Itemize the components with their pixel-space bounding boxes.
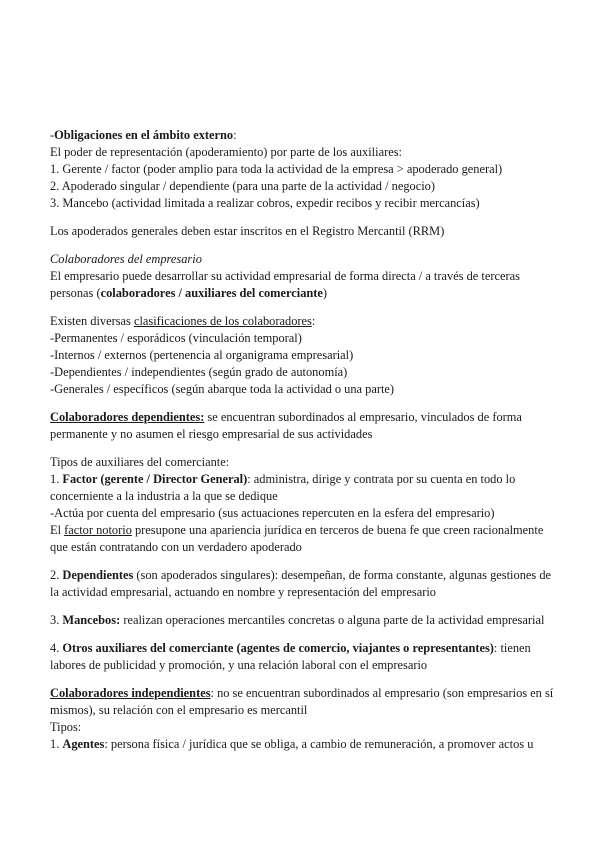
colaboradores-subtitle: Colaboradores del empresario xyxy=(50,252,202,266)
obligaciones-item-2: 2. Apoderado singular / dependiente (para una parte de la actividad / negocio) xyxy=(50,179,435,193)
independientes-heading: Colaboradores independientes xyxy=(50,686,211,700)
dependientes-paragraph: Colaboradores dependientes: se encuentran subordinados al empresario, vinculados de forma permanente y no asumen el riesgo empresarial de sus actividades xyxy=(50,410,522,441)
dependientes-heading: Colaboradores dependientes: xyxy=(50,410,205,424)
obligaciones-item-1: 1. Gerente / factor (poder amplio para toda la actividad de la empresa > apoderado general) xyxy=(50,162,503,176)
agentes-item: 1. Agentes: persona física / jurídica que se obliga, a cambio de remuneración, a promover actos u xyxy=(50,737,534,751)
clasificaciones-intro: Existen diversas clasificaciones de los colaboradores: xyxy=(50,314,316,328)
factor-notorio: El factor notorio presupone una apariencia jurídica en terceros de buena fe que creen racionalmente que están contratando con un verdadero apoderado xyxy=(50,523,544,554)
colaboradores-body: El empresario puede desarrollar su actividad empresarial de forma directa / a través de terceras personas (colaboradores / auxiliares del comerciante) xyxy=(50,269,520,300)
obligaciones-intro: El poder de representación (apoderamiento) por parte de los auxiliares: xyxy=(50,145,402,159)
obligaciones-item-3: 3. Mancebo (actividad limitada a realizar cobros, expedir recibos y recibir mercancías) xyxy=(50,196,480,210)
obligaciones-heading-text: Obligaciones en el ámbito externo xyxy=(54,128,234,142)
otros-auxiliares-bold: Otros auxiliares del comerciante (agentes de comercio, viajantes o representantes) xyxy=(62,641,494,655)
clasificaciones-underlined: clasificaciones de los colaboradores xyxy=(133,314,312,328)
dependientes-bold: Dependientes xyxy=(62,568,134,582)
tipos-auxiliares-label: Tipos de auxiliares del comerciante: xyxy=(50,455,230,469)
factor-item: 1. Factor (gerente / Director General): administra, dirige y contrata por su cuenta en todo lo concerniente a la industria a la que se dedique xyxy=(50,472,516,503)
rrm-note: Los apoderados generales deben estar inscritos en el Registro Mercantil (RRM) xyxy=(50,224,445,238)
document-body xyxy=(50,127,560,753)
clasificacion-item-3: -Dependientes / independientes (según grado de autonomía) xyxy=(50,365,348,379)
independientes-paragraph: Colaboradores independientes: no se encuentran subordinados al empresario (son empresarios en sí mismos), su relación con el empresario es mercantil xyxy=(50,686,554,717)
clasificacion-item-2: -Internos / externos (pertenencia al organigrama empresarial) xyxy=(50,348,354,362)
mancebos-bold: Mancebos: xyxy=(62,613,121,627)
clasificacion-item-4: -Generales / específicos (según abarque toda la actividad o una parte) xyxy=(50,382,395,396)
factor-sub: -Actúa por cuenta del empresario (sus actuaciones repercuten en la esfera del empresario) xyxy=(50,506,495,520)
otros-auxiliares-item: 4. Otros auxiliares del comerciante (agentes de comercio, viajantes o representantes): tienen labores de publicidad y promoción, y una relación laboral con el empresario xyxy=(50,641,531,672)
factor-bold: Factor (gerente / Director General) xyxy=(62,472,248,486)
mancebos-item: 3. Mancebos: realizan operaciones mercantiles concretas o alguna parte de la actividad empresarial xyxy=(50,613,545,627)
clasificacion-item-1: -Permanentes / esporádicos (vinculación temporal) xyxy=(50,331,302,345)
independientes-tipos-label: Tipos: xyxy=(50,720,82,734)
agentes-bold: Agentes xyxy=(62,737,105,751)
dependientes-item: 2. Dependientes (son apoderados singulares): desempeñan, de forma constante, algunas gestiones de la actividad empresarial, actuando en nombre y representación del empresario xyxy=(50,568,552,599)
factor-notorio-underlined: factor notorio xyxy=(64,523,132,537)
colaboradores-body-bold: colaboradores / auxiliares del comerciante xyxy=(100,286,323,300)
obligaciones-heading: -Obligaciones en el ámbito externo: xyxy=(50,128,237,142)
